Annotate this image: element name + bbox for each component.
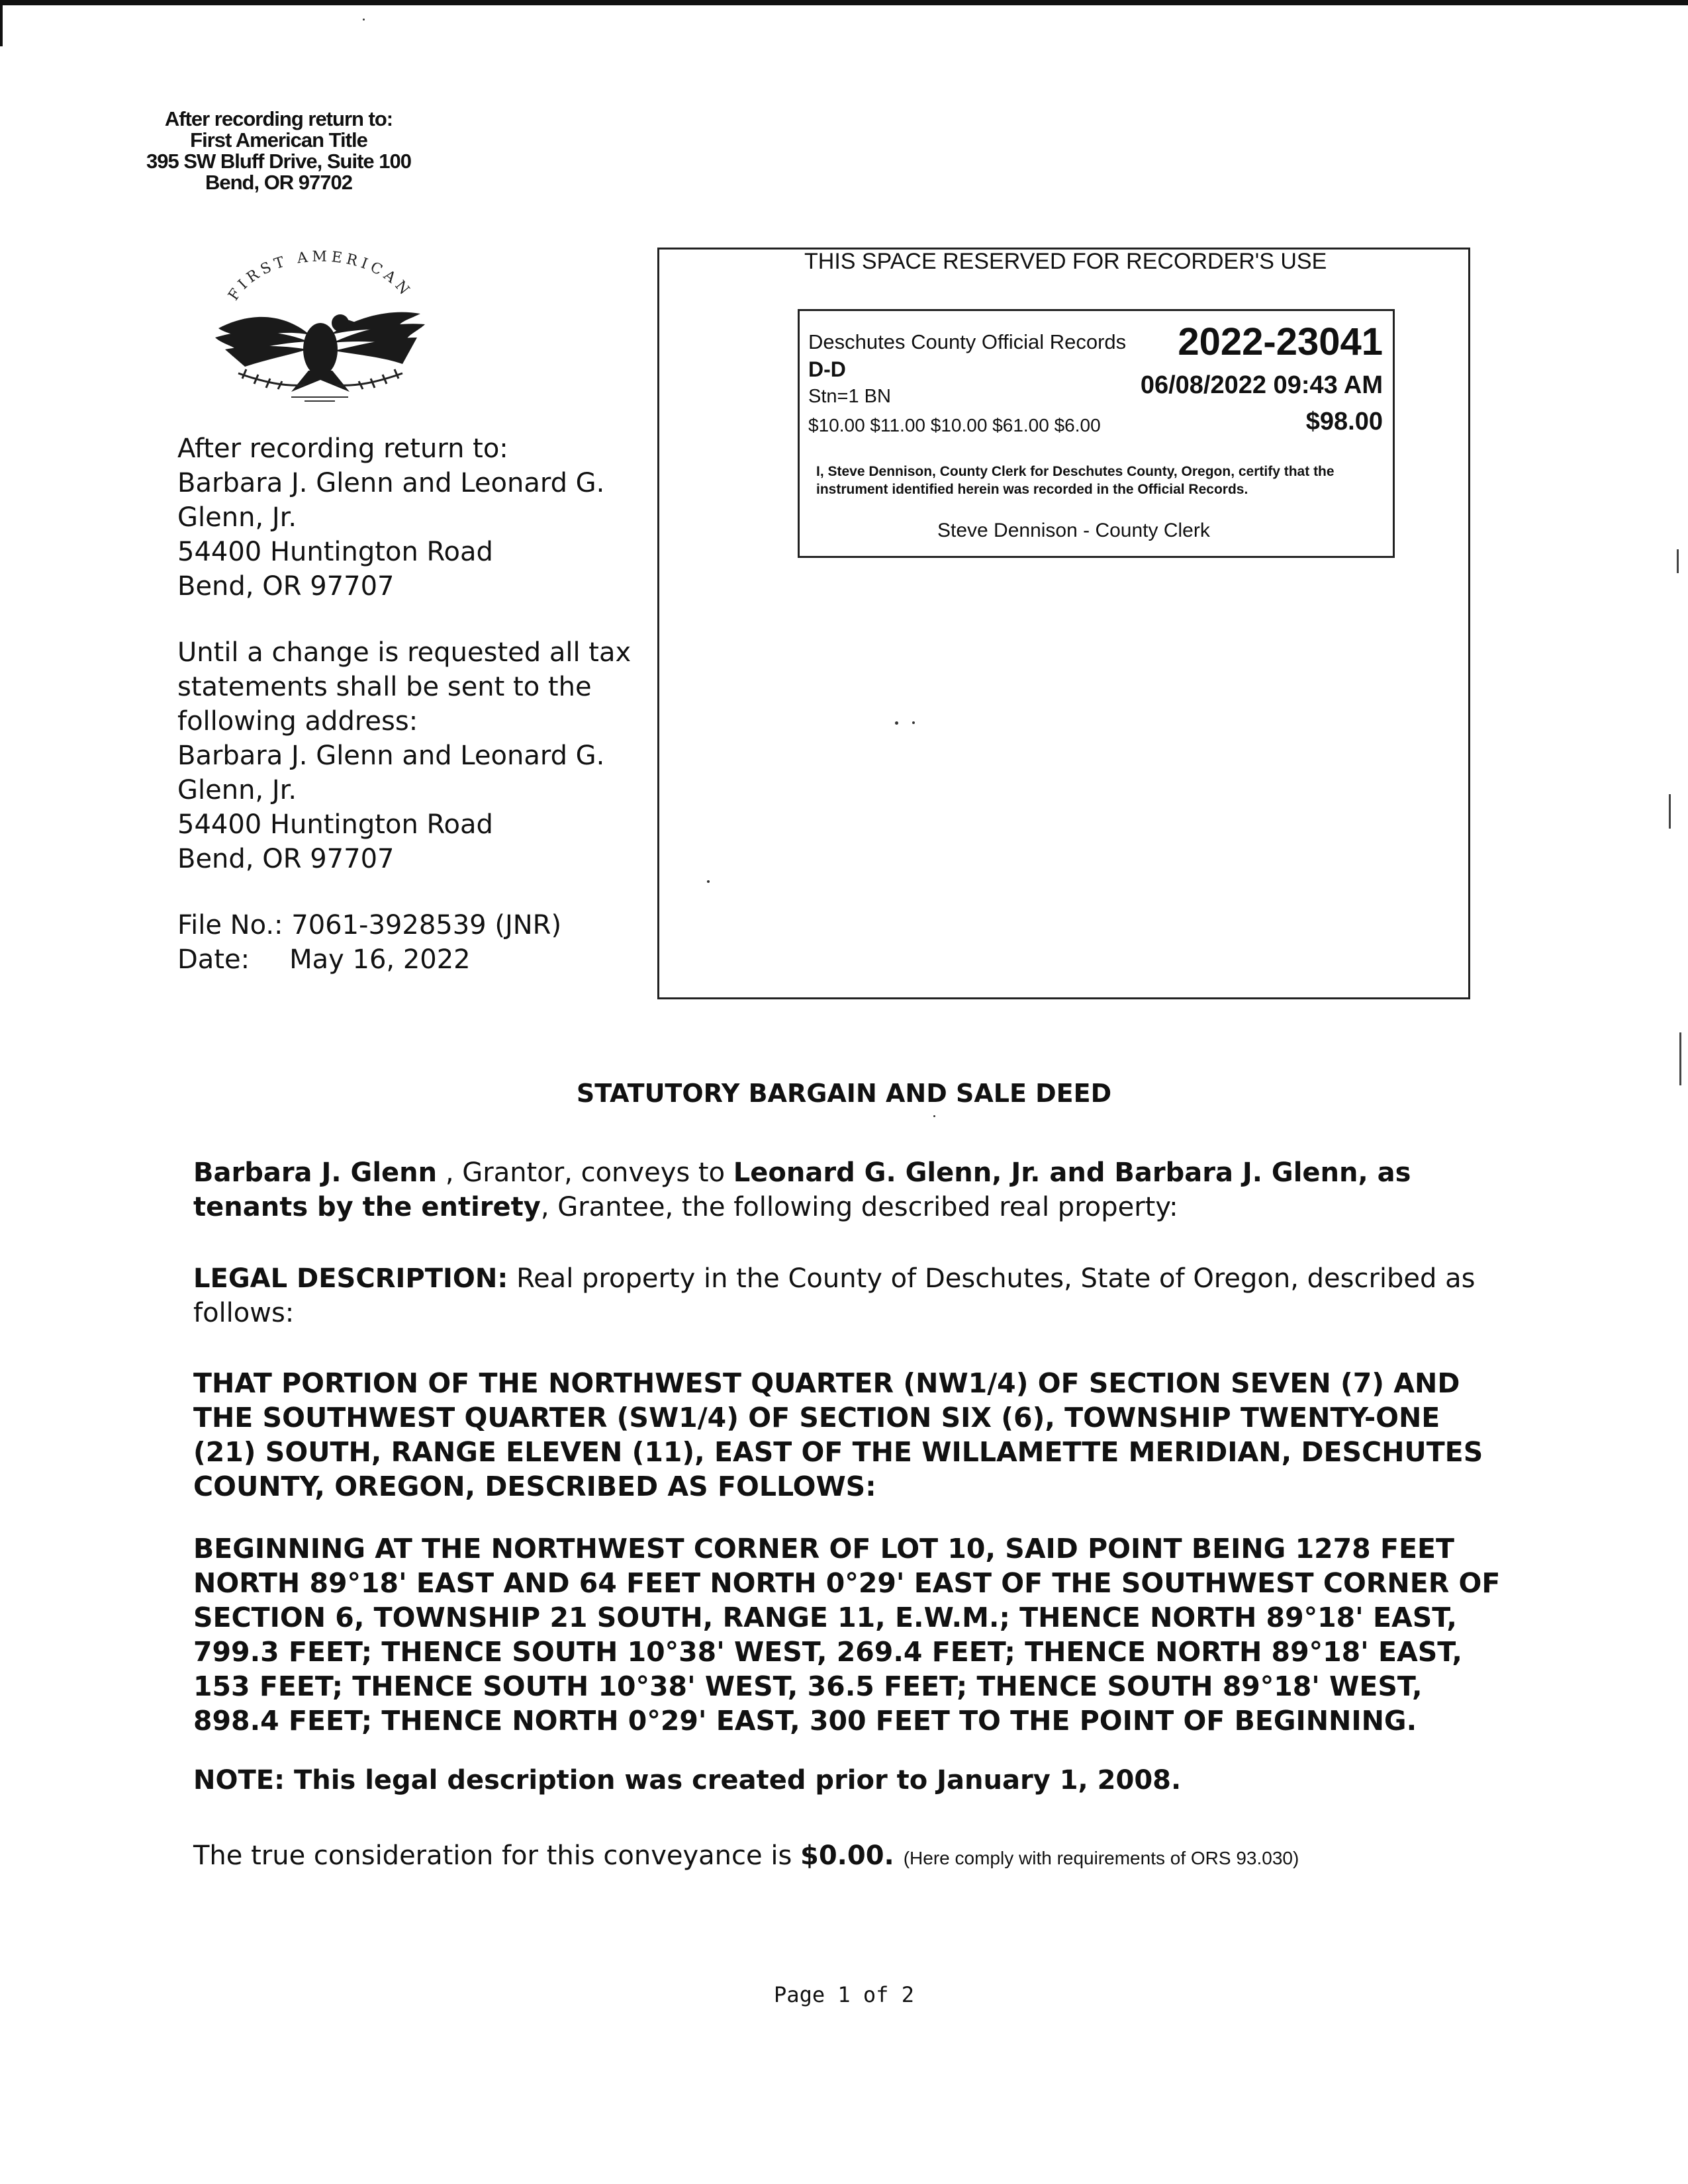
tax-name-2: Glenn, Jr.: [177, 775, 297, 805]
official-records-label: Deschutes County Official Records: [808, 330, 1127, 353]
stamp-line: After recording return to:: [164, 107, 393, 130]
legal-description-intro: [193, 1261, 1504, 1330]
recording-fees: $10.00 $11.00 $10.00 $61.00 $6.00: [808, 415, 1101, 435]
return-street: 54400 Huntington Road: [177, 537, 493, 567]
scan-speck: [707, 880, 710, 883]
seal-text: FIRST AMERICAN: [225, 250, 415, 304]
file-number: File No.: 7061-3928539 (JNR): [177, 910, 562, 940]
recording-stamp: [798, 309, 1395, 558]
consideration-amount: $0.00.: [800, 1841, 894, 1871]
stamp-line: First American Title: [190, 128, 367, 152]
return-heading: After recording return to:: [177, 433, 508, 464]
legal-note: NOTE: This legal description was created prior to January 1, 2008.: [193, 1765, 1182, 1796]
recording-total: $98.00: [1305, 408, 1383, 435]
consideration-text: The true consideration for this conveyance is: [193, 1841, 801, 1871]
metes-and-bounds: BEGINNING AT THE NORTHWEST CORNER OF LOT 10, SAID POINT BEING 1278 FEET NORTH 89°18' EAST AND 64 FEET NORTH 0°29' EAST OF THE SOUTHWEST CORNER OF SECTION 6, TOWNSHIP 21 SOUTH, RANGE 11, E.W.M.; THENCE NORTH 89°18' EAST, 799.3 FEET; THENCE SOUTH 10°38' WEST, 269.4 FEET; THENCE NORTH 89°18' EAST, 153 FEET; THENCE SOUTH 10°38' WEST, 36.5 FEET; THENCE SOUTH 89°18' WEST, 898.4 FEET; THENCE NORTH 0°29' EAST, 300 FEET TO THE POINT OF BEGINNING.: [193, 1533, 1501, 1737]
stamp-line: Bend, OR 97702: [205, 171, 353, 194]
scan-speck: [912, 721, 915, 724]
scan-speck: [895, 721, 898, 725]
grantor-name: Barbara J. Glenn: [193, 1158, 438, 1188]
date-value: May 16, 2022: [289, 944, 471, 975]
scan-speck: [933, 1115, 935, 1117]
seal-rays-icon: [291, 397, 348, 401]
scan-edge-mark: [1679, 1032, 1681, 1085]
scan-edge-mark: [1669, 794, 1671, 829]
document-number: 2022-23041: [1178, 320, 1383, 363]
first-american-eagle-logo: [192, 250, 444, 402]
return-name-2: Glenn, Jr.: [177, 502, 297, 533]
legal-text: Real property in the County of Deschutes, State of Oregon, described as follows:: [193, 1263, 1476, 1328]
tax-line-3: following address:: [177, 706, 418, 737]
deed-title: STATUTORY BARGAIN AND SALE DEED: [576, 1079, 1112, 1108]
grantee-name: Leonard G. Glenn, Jr. and Barbara J. Glenn, as tenants by the entirety: [193, 1158, 1411, 1222]
grantor-text: , Grantor, conveys to: [437, 1158, 733, 1188]
grantee-text: , Grantee, the following described real property:: [540, 1192, 1178, 1222]
clerk-certification: I, Steve Dennison, County Clerk for Deschutes County, Oregon, certify that the instrument identified herein was recorded in the Official Records.: [816, 464, 1335, 497]
recorder-use-label: THIS SPACE RESERVED FOR RECORDER'S USE: [804, 249, 1327, 274]
tax-line-2: statements shall be sent to the: [177, 672, 592, 702]
tax-name-1: Barbara J. Glenn and Leonard G.: [177, 741, 605, 771]
tax-line-1: Until a change is requested all tax: [177, 637, 632, 668]
recording-datetime: 06/08/2022 09:43 AM: [1140, 371, 1383, 399]
conveyance-paragraph: [193, 1156, 1504, 1224]
document-type: D-D: [808, 357, 846, 381]
tax-street: 54400 Huntington Road: [177, 809, 493, 840]
address-block: [177, 432, 632, 977]
return-name-1: Barbara J. Glenn and Leonard G.: [177, 468, 605, 498]
date-label: Date:: [177, 944, 250, 975]
page-number: Page 1 of 2: [774, 1982, 914, 2007]
scan-top-border: [0, 0, 1688, 5]
scan-speck: [363, 19, 365, 21]
stamp-line: 395 SW Bluff Drive, Suite 100: [146, 150, 411, 173]
eagle-icon: [215, 312, 425, 392]
consideration-note: (Here comply with requirements of ORS 93.030): [903, 1848, 1299, 1868]
title-company-stamp: [143, 109, 414, 193]
property-portion: THAT PORTION OF THE NORTHWEST QUARTER (NW1/4) OF SECTION SEVEN (7) AND THE SOUTHWEST QUARTER (SW1/4) OF SECTION SIX (6), TOWNSHIP TWENTY-ONE (21) SOUTH, RANGE ELEVEN (11), EAST OF THE WILLAMETTE MERIDIAN, DESCHUTES COUNTY, OREGON, DESCRIBED AS FOLLOWS:: [193, 1367, 1483, 1502]
scan-left-mark: [0, 0, 3, 46]
station-code: Stn=1 BN: [808, 386, 891, 407]
tax-city: Bend, OR 97707: [177, 844, 395, 874]
return-city: Bend, OR 97707: [177, 571, 395, 602]
deed-date: [177, 942, 614, 977]
consideration-statement: [193, 1839, 1504, 1876]
clerk-signature: Steve Dennison - County Clerk: [937, 520, 1210, 541]
legal-label: LEGAL DESCRIPTION:: [193, 1263, 508, 1294]
scan-edge-mark: [1677, 549, 1679, 573]
